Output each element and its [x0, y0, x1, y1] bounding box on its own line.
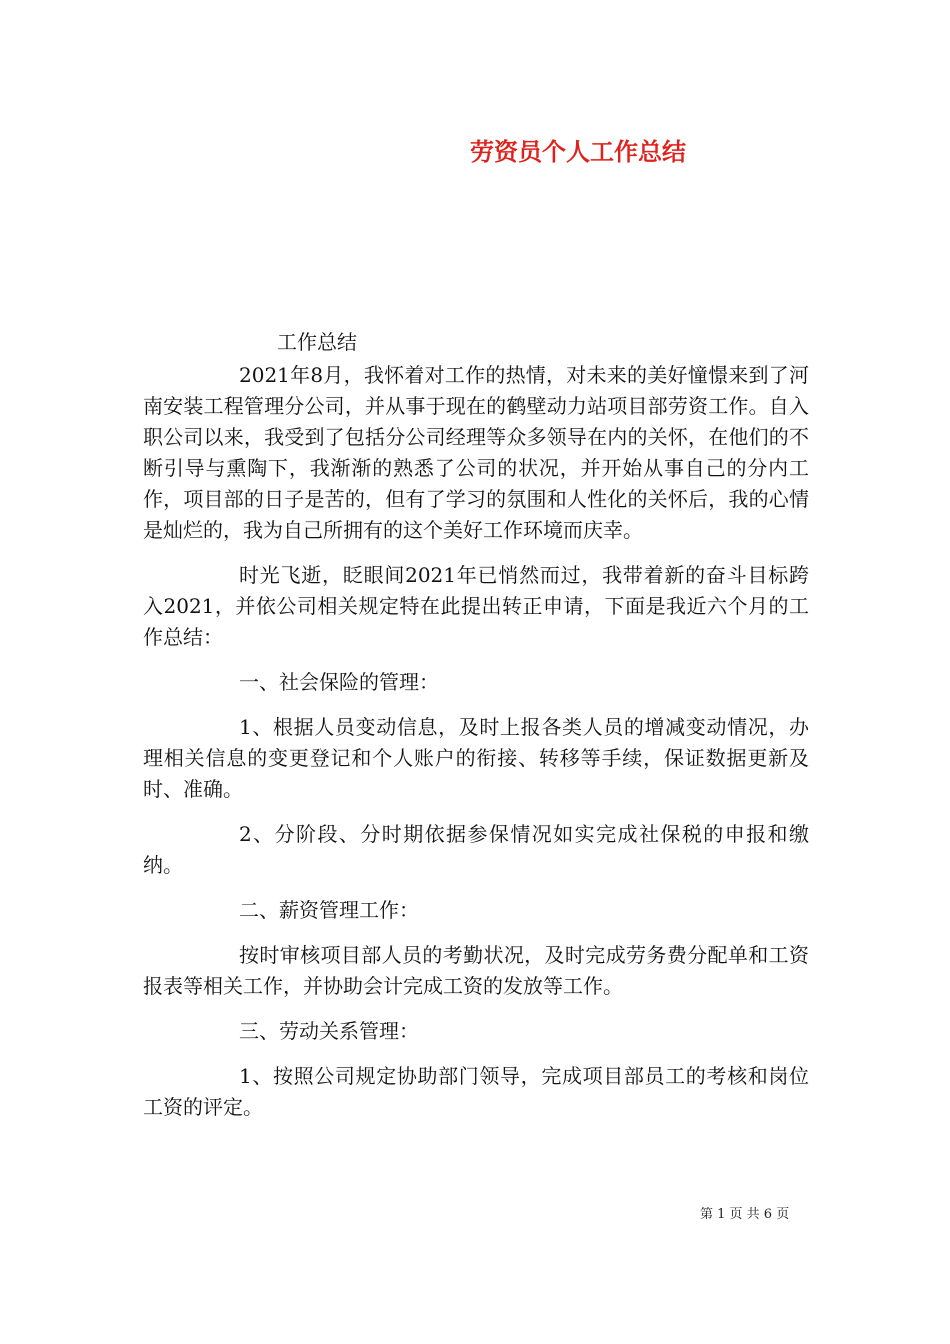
section1-item-2: 2、分阶段、分时期依据参保情况如实完成社保税的申报和缴纳。 [143, 822, 809, 877]
document-title: 劳资员个人工作总结 [470, 137, 686, 166]
section2-text: 按时审核项目部人员的考勤状况，及时完成劳务费分配单和工资报表等相关工作，并协助会计完成工资的发放等工作。 [143, 943, 809, 998]
section3-item-1: 1、按照公司规定协助部门领导，完成项目部员工的考核和岗位工资的评定。 [143, 1064, 809, 1119]
document-body [143, 327, 809, 1137]
page-indicator: 第 1 页 共 6 页 [700, 1207, 790, 1222]
section2-title: 二、薪资管理工作： [239, 898, 419, 922]
section3-title: 三、劳动关系管理： [239, 1019, 419, 1043]
paragraph-transition: 时光飞逝，眨眼间2021年已悄然而过，我带着新的奋斗目标跨入2021，并依公司相关规定特在此提出转正申请，下面是我近六个月的工作总结： [143, 563, 809, 649]
paragraph-intro: 2021年8月，我怀着对工作的热情，对未来的美好憧憬来到了河南安装工程管理分公司，并从事于现在的鹤壁动力站项目部劳资工作。自入职公司以来，我受到了包括分公司经理等众多领导在内的关怀，在他们的不断引导与熏陶下，我渐渐的熟悉了公司的状况，并开始从事自己的分内工作，项目部的日子是苦的，但有了学习的氛围和人性化的关怀后，我的心情是灿烂的，我为自己所拥有的这个美好工作环境而庆幸。 [143, 363, 809, 542]
section1-title: 一、社会保险的管理： [239, 670, 439, 694]
section1-item-1: 1、根据人员变动信息，及时上报各类人员的增减变动情况，办理相关信息的变更登记和个人账户的衔接、转移等手续，保证数据更新及时、准确。 [143, 715, 809, 801]
section-heading: 工作总结 [277, 330, 357, 354]
